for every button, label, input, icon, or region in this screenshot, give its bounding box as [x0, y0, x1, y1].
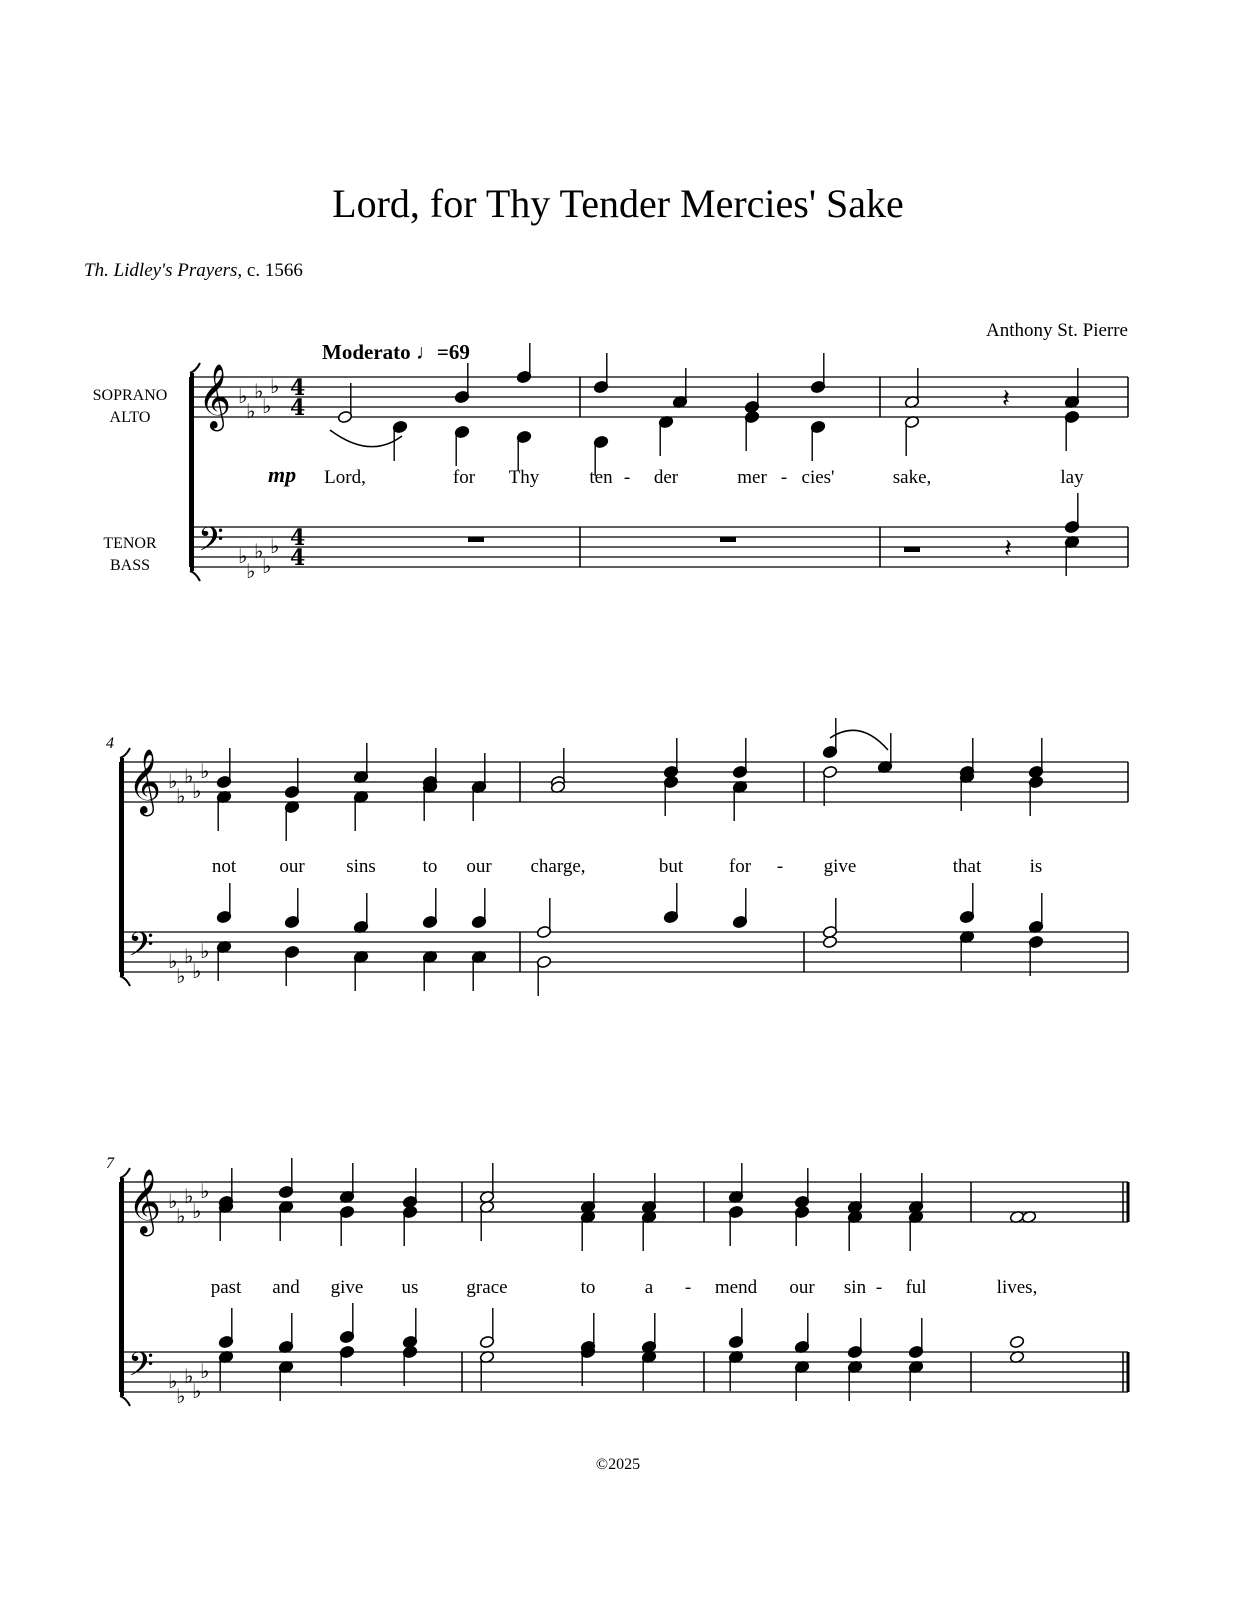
tempo-bpm: =69	[436, 340, 470, 364]
part-label-soprano: SOPRANO	[92, 387, 168, 404]
key-flat-icon: ♭	[270, 374, 280, 398]
bass-clef-icon: 𝄢	[128, 926, 154, 972]
lyric-syllable: to	[422, 856, 438, 877]
tempo-text: Moderato	[322, 340, 411, 364]
lyric-syllable: sake,	[892, 467, 932, 488]
treble-clef-icon: 𝄞	[128, 1169, 162, 1234]
part-label-alto: ALTO	[109, 409, 151, 426]
key-flat-icon: ♭	[176, 784, 186, 808]
time-signature-icon: 4	[290, 545, 306, 571]
dynamic-marking: mp	[268, 462, 297, 487]
copyright-notice: ©2025	[595, 1456, 641, 1473]
lyric-syllable: lives,	[996, 1277, 1038, 1298]
lyric-syllable: grace	[466, 1277, 508, 1298]
lyric-syllable: ten	[589, 467, 613, 488]
lyric-syllable: mend	[714, 1277, 758, 1298]
quarter-rest-icon: 𝄽	[1002, 384, 1010, 414]
lyric-syllable: lay	[1060, 467, 1084, 488]
treble-clef-icon: 𝄞	[128, 749, 162, 814]
lyric-syllable: past	[210, 1277, 242, 1298]
source-work: Th. Lidley's Prayers	[84, 260, 238, 281]
lyric-syllable: our	[279, 856, 305, 877]
key-flat-icon: ♭	[192, 1379, 202, 1403]
key-flat-icon: ♭	[184, 1184, 194, 1208]
key-flat-icon: ♭	[176, 1384, 186, 1408]
note-head	[822, 935, 837, 948]
key-flat-icon: ♭	[192, 779, 202, 803]
time-signature-icon: 4	[290, 375, 306, 401]
key-flat-icon: ♭	[184, 764, 194, 788]
lyric-syllable: for	[452, 467, 476, 488]
lyric-syllable: sins	[346, 856, 376, 877]
half-rest	[904, 547, 920, 552]
lyric-syllable: not	[211, 856, 237, 877]
whole-rest	[468, 537, 484, 542]
time-signature-icon: 4	[290, 395, 306, 421]
key-flat-icon: ♭	[200, 759, 210, 783]
key-flat-icon: ♭	[262, 554, 272, 578]
bracket-hook	[120, 976, 130, 986]
lyric-syllable: charge,	[530, 856, 586, 877]
lyric-syllable: cies'	[801, 467, 835, 488]
key-flat-icon: ♭	[238, 384, 248, 408]
lyric-syllable: mer	[737, 467, 767, 488]
lyric-syllable: Lord,	[324, 467, 366, 488]
lyric-syllable: our	[466, 856, 492, 877]
lyric-syllable: us	[401, 1277, 419, 1298]
key-flat-icon: ♭	[168, 769, 178, 793]
lyric-syllable: Thy	[508, 467, 540, 488]
part-label-tenor: TENOR	[103, 535, 157, 552]
lyric-syllable: that	[952, 856, 982, 877]
measure-number-7: 7	[106, 1155, 114, 1172]
lyric-syllable: our	[789, 1277, 815, 1298]
part-label-bass: BASS	[109, 557, 151, 574]
key-flat-icon: ♭	[176, 964, 186, 988]
key-flat-icon: ♭	[254, 539, 264, 563]
key-flat-icon: ♭	[200, 939, 210, 963]
treble-clef-icon: 𝄞	[198, 364, 232, 429]
key-flat-icon: ♭	[168, 1369, 178, 1393]
part-label-upper	[75, 385, 185, 429]
lyric-syllable: and	[272, 1277, 300, 1298]
lyric-syllable: is	[1029, 856, 1043, 877]
bass-clef-icon: 𝄢	[198, 521, 224, 567]
lyric-syllable: but	[658, 856, 684, 877]
lyric-hyphen: -	[776, 856, 784, 877]
lyric-hyphen: -	[684, 1277, 692, 1298]
part-label-lower	[75, 533, 185, 577]
slur	[330, 430, 402, 447]
quarter-rest-icon: 𝄽	[1004, 534, 1012, 564]
lyric-hyphen: -	[780, 467, 788, 488]
lyric-syllable: sin	[843, 1277, 867, 1298]
lyric-hyphen: -	[623, 467, 631, 488]
lyric-syllable: ful	[905, 1277, 927, 1298]
key-flat-icon: ♭	[176, 1204, 186, 1228]
key-flat-icon: ♭	[270, 534, 280, 558]
key-flat-icon: ♭	[168, 1189, 178, 1213]
time-signature-icon: 4	[290, 525, 306, 551]
key-flat-icon: ♭	[192, 959, 202, 983]
key-flat-icon: ♭	[254, 379, 264, 403]
lyric-hyphen: -	[875, 1277, 883, 1298]
key-flat-icon: ♭	[246, 399, 256, 423]
note-head	[1009, 1335, 1024, 1348]
key-flat-icon: ♭	[168, 949, 178, 973]
lyric-syllable: give	[823, 856, 857, 877]
whole-rest	[720, 537, 736, 542]
key-flat-icon: ♭	[184, 944, 194, 968]
slur	[830, 730, 888, 750]
key-flat-icon: ♭	[200, 1179, 210, 1203]
quarter-note-icon: ♩	[415, 340, 437, 364]
measure-number-4: 4	[106, 735, 114, 752]
bracket-hook	[120, 1396, 130, 1406]
lyric-syllable: der	[653, 467, 679, 488]
composer-credit: Anthony St. Pierre	[986, 320, 1128, 341]
tempo-marking	[322, 340, 470, 365]
source-date: , c. 1566	[237, 260, 303, 281]
lyric-syllable: a	[644, 1277, 654, 1298]
key-flat-icon: ♭	[246, 559, 256, 583]
lyric-syllable: for	[728, 856, 752, 877]
lyric-syllable: give	[330, 1277, 364, 1298]
text-source	[84, 260, 303, 282]
page-title: Lord, for Thy Tender Mercies' Sake	[332, 181, 904, 226]
key-flat-icon: ♭	[238, 544, 248, 568]
key-flat-icon: ♭	[184, 1364, 194, 1388]
lyric-syllable: to	[580, 1277, 596, 1298]
bass-clef-icon: 𝄢	[128, 1346, 154, 1392]
key-flat-icon: ♭	[200, 1359, 210, 1383]
bracket-hook	[190, 571, 200, 581]
key-flat-icon: ♭	[192, 1199, 202, 1223]
key-flat-icon: ♭	[262, 394, 272, 418]
